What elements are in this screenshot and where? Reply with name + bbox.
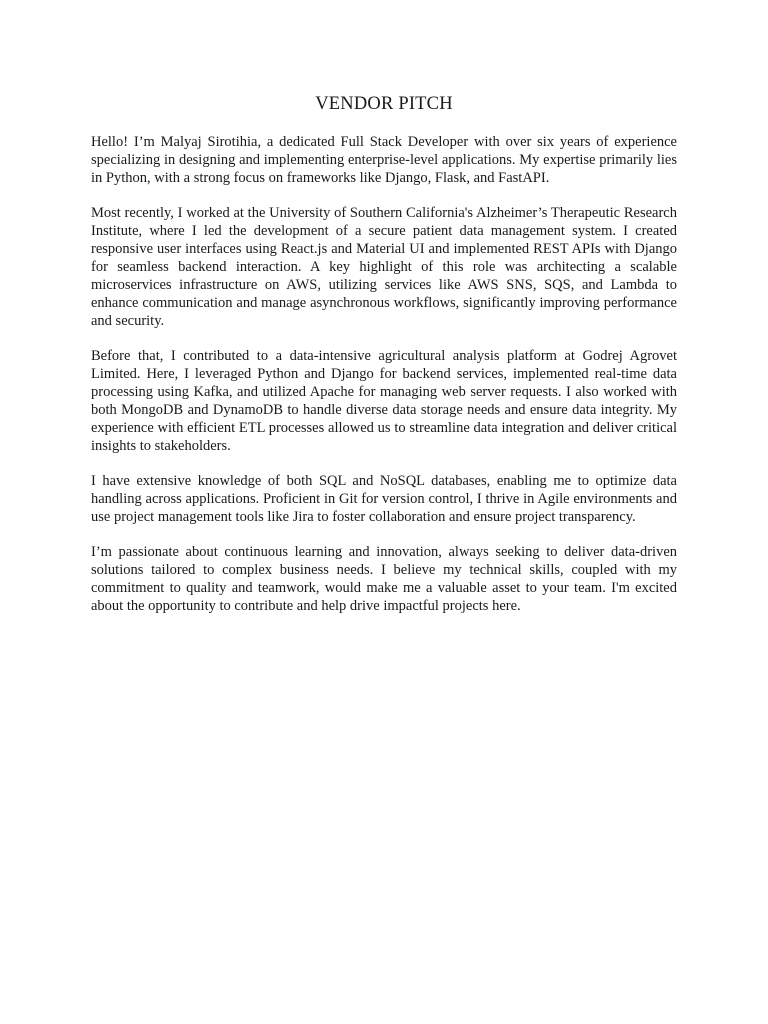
- document-body: [91, 134, 677, 633]
- paragraph-closing: I’m passionate about continuous learning and innovation, always seeking to deliver data-driven solutions tailored to complex business needs. I believe my technical skills, coupled with my commitment to quality and teamwork, would make me a valuable asset to your team. I'm excited about the opportunity to contribute and help drive impactful projects here.: [91, 544, 677, 614]
- paragraph-databases-tools: I have extensive knowledge of both SQL and NoSQL databases, enabling me to optimize data handling across applications. Proficient in Git for version control, I thrive in Agile environments and use project management tools like Jira to foster collaboration and ensure project transparency.: [91, 473, 677, 525]
- document-title: VENDOR PITCH: [315, 94, 453, 114]
- paragraph-godrej-experience: Before that, I contributed to a data-intensive agricultural analysis platform at Godrej Agrovet Limited. Here, I leveraged Python and Django for backend services, implemented real-time data processing using Kafka, and utilized Apache for managing web server requests. I also worked with both MongoDB and DynamoDB to handle diverse data storage needs and ensure data integrity. My experience with efficient ETL processes allowed us to streamline data integration and deliver critical insights to stakeholders.: [91, 348, 677, 454]
- paragraph-usc-experience: Most recently, I worked at the University of Southern California's Alzheimer’s Therapeutic Research Institute, where I led the development of a secure patient data management system. I created responsive user interfaces using React.js and Material UI and implemented REST APIs with Django for seamless backend interaction. A key highlight of this role was architecting a scalable microservices infrastructure on AWS, utilizing services like AWS SNS, SQS, and Lambda to enhance communication and manage asynchronous workflows, significantly improving performance and security.: [91, 205, 677, 329]
- paragraph-intro: Hello! I’m Malyaj Sirotihia, a dedicated Full Stack Developer with over six years of experience specializing in designing and implementing enterprise-level applications. My expertise primarily lies in Python, with a strong focus on frameworks like Django, Flask, and FastAPI.: [91, 134, 677, 186]
